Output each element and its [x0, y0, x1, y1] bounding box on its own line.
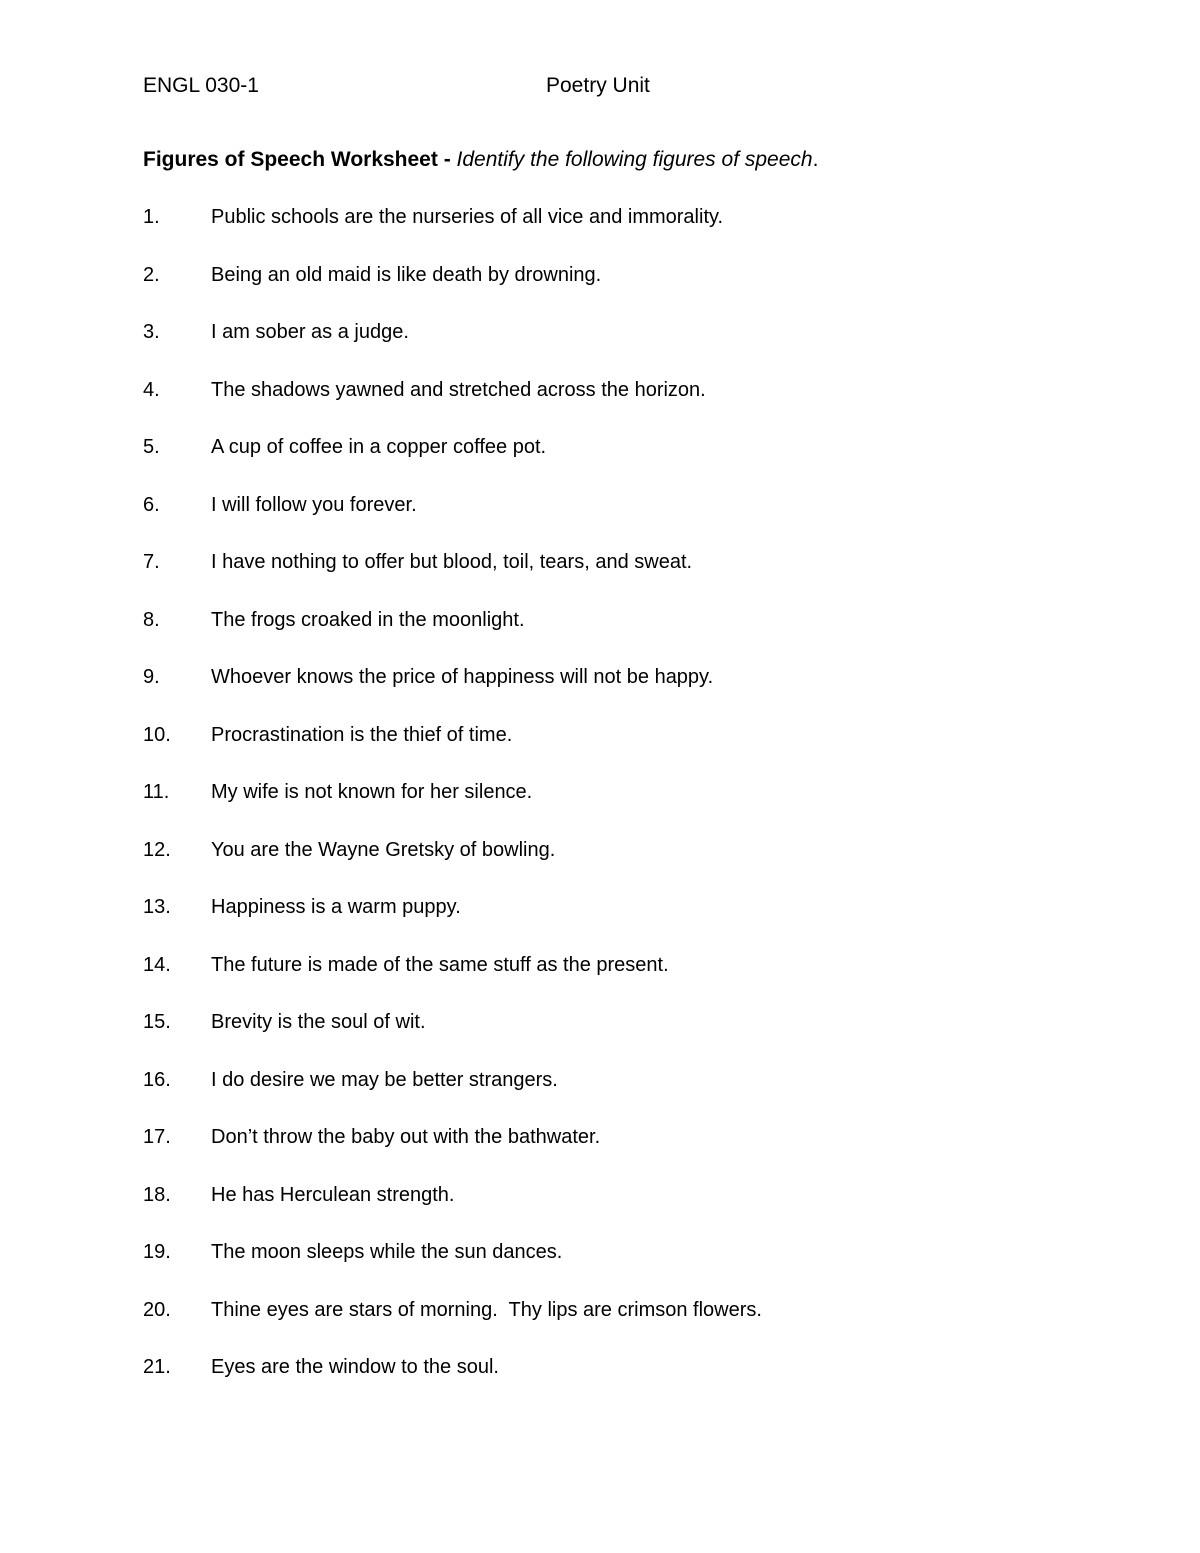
list-item [143, 893, 762, 951]
list-item [143, 606, 762, 664]
item-number: 20. [143, 1298, 171, 1321]
item-text: My wife is not known for her silence. [211, 781, 533, 803]
item-number: 15. [143, 1011, 171, 1033]
worksheet-title: Figures of Speech Worksheet [143, 148, 438, 171]
item-number: 14. [143, 953, 171, 976]
list-item [143, 951, 762, 1009]
item-number: 3. [143, 321, 160, 343]
item-number: 4. [143, 378, 160, 401]
item-number: 6. [143, 493, 160, 516]
item-number: 12. [143, 838, 171, 861]
item-text: I will follow you forever. [211, 493, 417, 516]
item-number: 21. [143, 1356, 171, 1378]
item-text: He has Herculean strength. [211, 1183, 455, 1206]
list-item [143, 491, 762, 549]
item-text: I am sober as a judge. [211, 321, 409, 343]
item-number: 2. [143, 263, 160, 286]
list-item [143, 1353, 762, 1411]
instruction-period: . [812, 148, 819, 171]
item-text: I have nothing to offer but blood, toil, tears, and sweat. [211, 551, 693, 573]
list-item [143, 1238, 762, 1296]
list-item [143, 261, 762, 319]
list-item [143, 1123, 762, 1181]
item-text: Being an old maid is like death by drowning. [211, 263, 602, 286]
worksheet-instruction: Identify the following figures of speech [456, 148, 813, 171]
item-text: The shadows yawned and stretched across the horizon. [211, 378, 706, 401]
item-text: Thine eyes are stars of morning. Thy lips are crimson flowers. [211, 1298, 762, 1321]
item-number: 5. [143, 436, 160, 458]
item-number: 1. [143, 206, 160, 228]
item-number: 17. [143, 1126, 171, 1148]
item-number: 13. [143, 896, 171, 918]
unit-title: Poetry Unit [546, 74, 650, 97]
item-text: The moon sleeps while the sun dances. [211, 1241, 563, 1263]
item-text: A cup of coffee in a copper coffee pot. [211, 436, 547, 458]
list-item [143, 203, 762, 261]
worksheet-heading [143, 146, 818, 174]
list-item [143, 836, 762, 894]
figures-list [143, 203, 762, 1411]
item-text: Procrastination is the thief of time. [211, 723, 513, 746]
item-text: Don’t throw the baby out with the bathwater. [211, 1126, 601, 1148]
list-item [143, 721, 762, 779]
item-number: 7. [143, 551, 160, 573]
item-text: Public schools are the nurseries of all vice and immorality. [211, 206, 724, 228]
title-separator: - [437, 148, 457, 171]
item-text: The future is made of the same stuff as the present. [211, 953, 669, 976]
item-text: You are the Wayne Gretsky of bowling. [211, 838, 556, 861]
list-item [143, 376, 762, 434]
item-text: I do desire we may be better strangers. [211, 1068, 558, 1091]
item-number: 16. [143, 1068, 171, 1091]
list-item [143, 1008, 762, 1066]
course-code: ENGL 030-1 [143, 74, 259, 97]
item-text: The frogs croaked in the moonlight. [211, 608, 525, 631]
item-number: 8. [143, 608, 160, 631]
list-item [143, 1181, 762, 1239]
item-number: 10. [143, 723, 171, 746]
list-item [143, 1296, 762, 1354]
list-item [143, 318, 762, 376]
list-item [143, 548, 762, 606]
list-item [143, 778, 762, 836]
item-number: 9. [143, 666, 160, 688]
item-text: Happiness is a warm puppy. [211, 896, 461, 918]
item-number: 18. [143, 1183, 171, 1206]
list-item [143, 1066, 762, 1124]
item-text: Eyes are the window to the soul. [211, 1356, 499, 1378]
item-number: 11. [143, 781, 170, 803]
item-text: Whoever knows the price of happiness will not be happy. [211, 666, 714, 688]
item-number: 19. [143, 1241, 171, 1263]
list-item [143, 663, 762, 721]
item-text: Brevity is the soul of wit. [211, 1011, 426, 1033]
list-item [143, 433, 762, 491]
